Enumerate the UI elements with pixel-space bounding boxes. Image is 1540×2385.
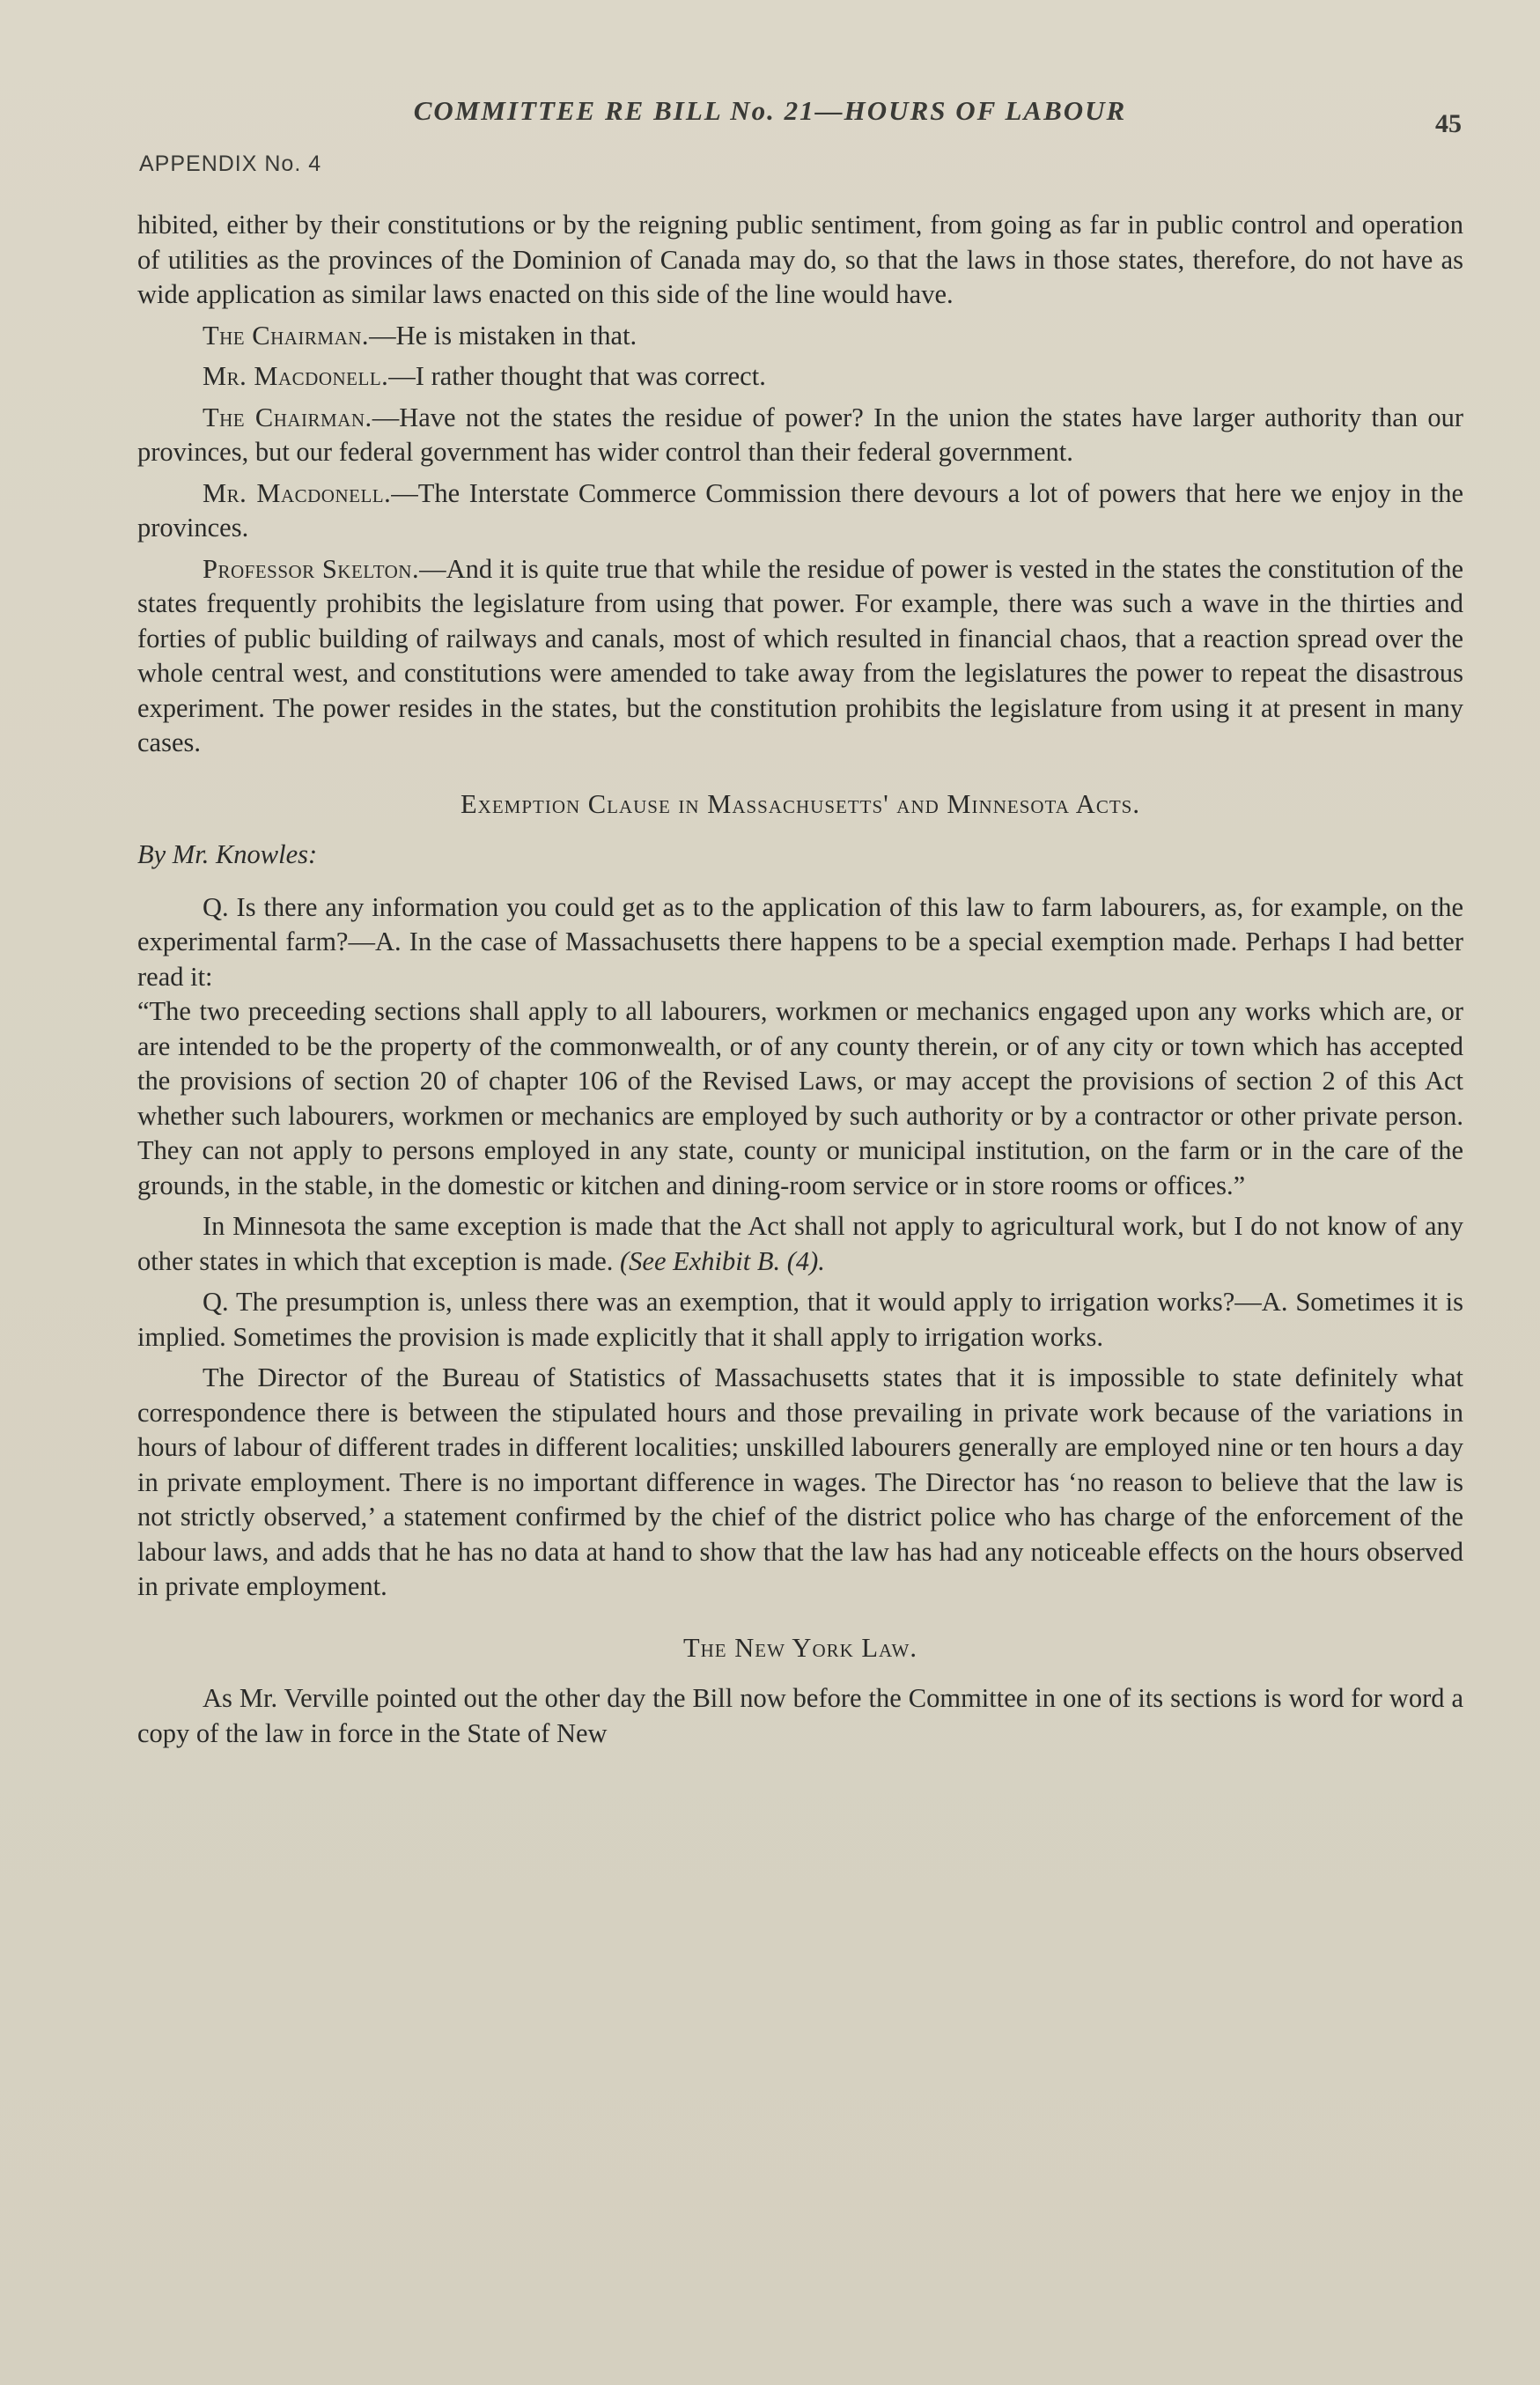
page-number: 45 xyxy=(1435,109,1462,138)
speech-text: —He is mistaken in that. xyxy=(369,320,637,351)
paragraph-chairman-2 xyxy=(137,401,1463,470)
speech-text: —Have not the states the residue of power? In the union the states have larger authority than our provinces, but our federal government has wider control than their federal government. xyxy=(137,402,1463,467)
section-heading-exemption: Exemption Clause in Massachusetts' and Minnesota Acts. xyxy=(461,788,1140,819)
byline: By Mr. Knowles: xyxy=(137,839,318,869)
running-head: COMMITTEE RE BILL No. 21—HOURS OF LABOUR xyxy=(413,95,1127,126)
paragraph-minnesota xyxy=(137,1209,1463,1279)
exhibit-reference: (See Exhibit B. (4). xyxy=(620,1245,825,1276)
paragraph-skelton xyxy=(137,552,1463,761)
body-text xyxy=(137,208,1463,1751)
paragraph-macdonell-1 xyxy=(137,359,1463,395)
speaker-name: The Chairman. xyxy=(203,402,372,432)
quoted-statute: “The two preceeding sections shall apply to all labourers, workmen or mechanics engaged upon any works which are, or are intended to be the property of the commonwealth, or of any county therein, or of any city or town which has accepted the provisions of section 20 of chapter 106 of the Revised Laws, or may accept the provisions of section 2 of this Act whether such labourers, workmen or mechanics are employed by such authority or by a contractor or other private person. They can not apply to persons employed in any state, county or municipal institution, on the farm or in the care of the grounds, in the stable, in the domestic or kitchen and dining-room service or in store rooms or offices.” xyxy=(137,996,1463,1200)
speaker-name: Professor Skelton. xyxy=(203,553,420,584)
paragraph-verville: As Mr. Verville pointed out the other day the Bill now before the Committee in one of its sections is word for word a copy of the law in force in the State of New xyxy=(137,1683,1463,1748)
paragraph-chairman-1 xyxy=(137,319,1463,354)
paragraph-macdonell-2 xyxy=(137,476,1463,546)
speech-text: —The Interstate Commerce Commission there devours a lot of powers that here we enjoy in the provinces. xyxy=(137,477,1463,543)
speaker-name: Mr. Macdonell. xyxy=(203,361,389,391)
minnesota-text: In Minnesota the same exception is made that the Act shall not apply to agricultural work, but I do not know of any other states in which that exception is made. xyxy=(137,1211,1463,1276)
section-heading-new-york: The New York Law. xyxy=(683,1632,917,1663)
speech-text: —And it is quite true that while the residue of power is vested in the states the constitution of the states frequently prohibits the legislature from using that power. For example, there was such a wave in the thirties and forties of public building of railways and canals, most of which resulted in financial chaos, that a reaction spread over the whole central west, and constitutions were amended to take away from the legislatures the power to repeat the disastrous experiment. The power resides in the states, but the constitution prohibits the legislature from using it at present in many cases. xyxy=(137,553,1463,757)
speech-text: —I rather thought that was correct. xyxy=(388,361,766,391)
speaker-name: Mr. Macdonell. xyxy=(203,477,392,508)
paragraph-question-irrigation: Q. The presumption is, unless there was an exemption, that it would apply to irrigation works?—A. Sometimes it is implied. Sometimes the provision is made explicitly that it shall apply to irrigation works. xyxy=(137,1287,1463,1352)
paragraph-question-farm: Q. Is there any information you could get as to the application of this law to farm labourers, as, for example, on the experimental farm?—A. In the case of Massachusetts there happens to be a special exemption made. Perhaps I had better read it: xyxy=(137,891,1463,992)
paragraph-continued: hibited, either by their constitutions or by the reigning public sentiment, from going as far in public control and operation of utilities as the provinces of the Dominion of Canada may do, so that the laws in those states, therefore, do not have as wide application as similar laws enacted on this side of the line would have. xyxy=(137,210,1463,309)
speaker-name: The Chairman. xyxy=(203,320,370,351)
paragraph-director: The Director of the Bureau of Statistics of Massachusetts states that it is impossible to state definitely what correspondence there is between the stipulated hours and those prevailing in private work because of the variations in hours of labour of different trades in different localities; unskilled labourers generally are employed nine or ten hours a day in private employment. There is no important difference in wages. The Director has ‘no reason to believe that the law is not strictly observed,’ a statement confirmed by the chief of the district police who has charge of the enforcement of the labour laws, and adds that he has no data at hand to show that the law has had any noticeable effects on the hours observed in private employment. xyxy=(137,1362,1463,1601)
appendix-label: APPENDIX No. 4 xyxy=(139,151,322,176)
